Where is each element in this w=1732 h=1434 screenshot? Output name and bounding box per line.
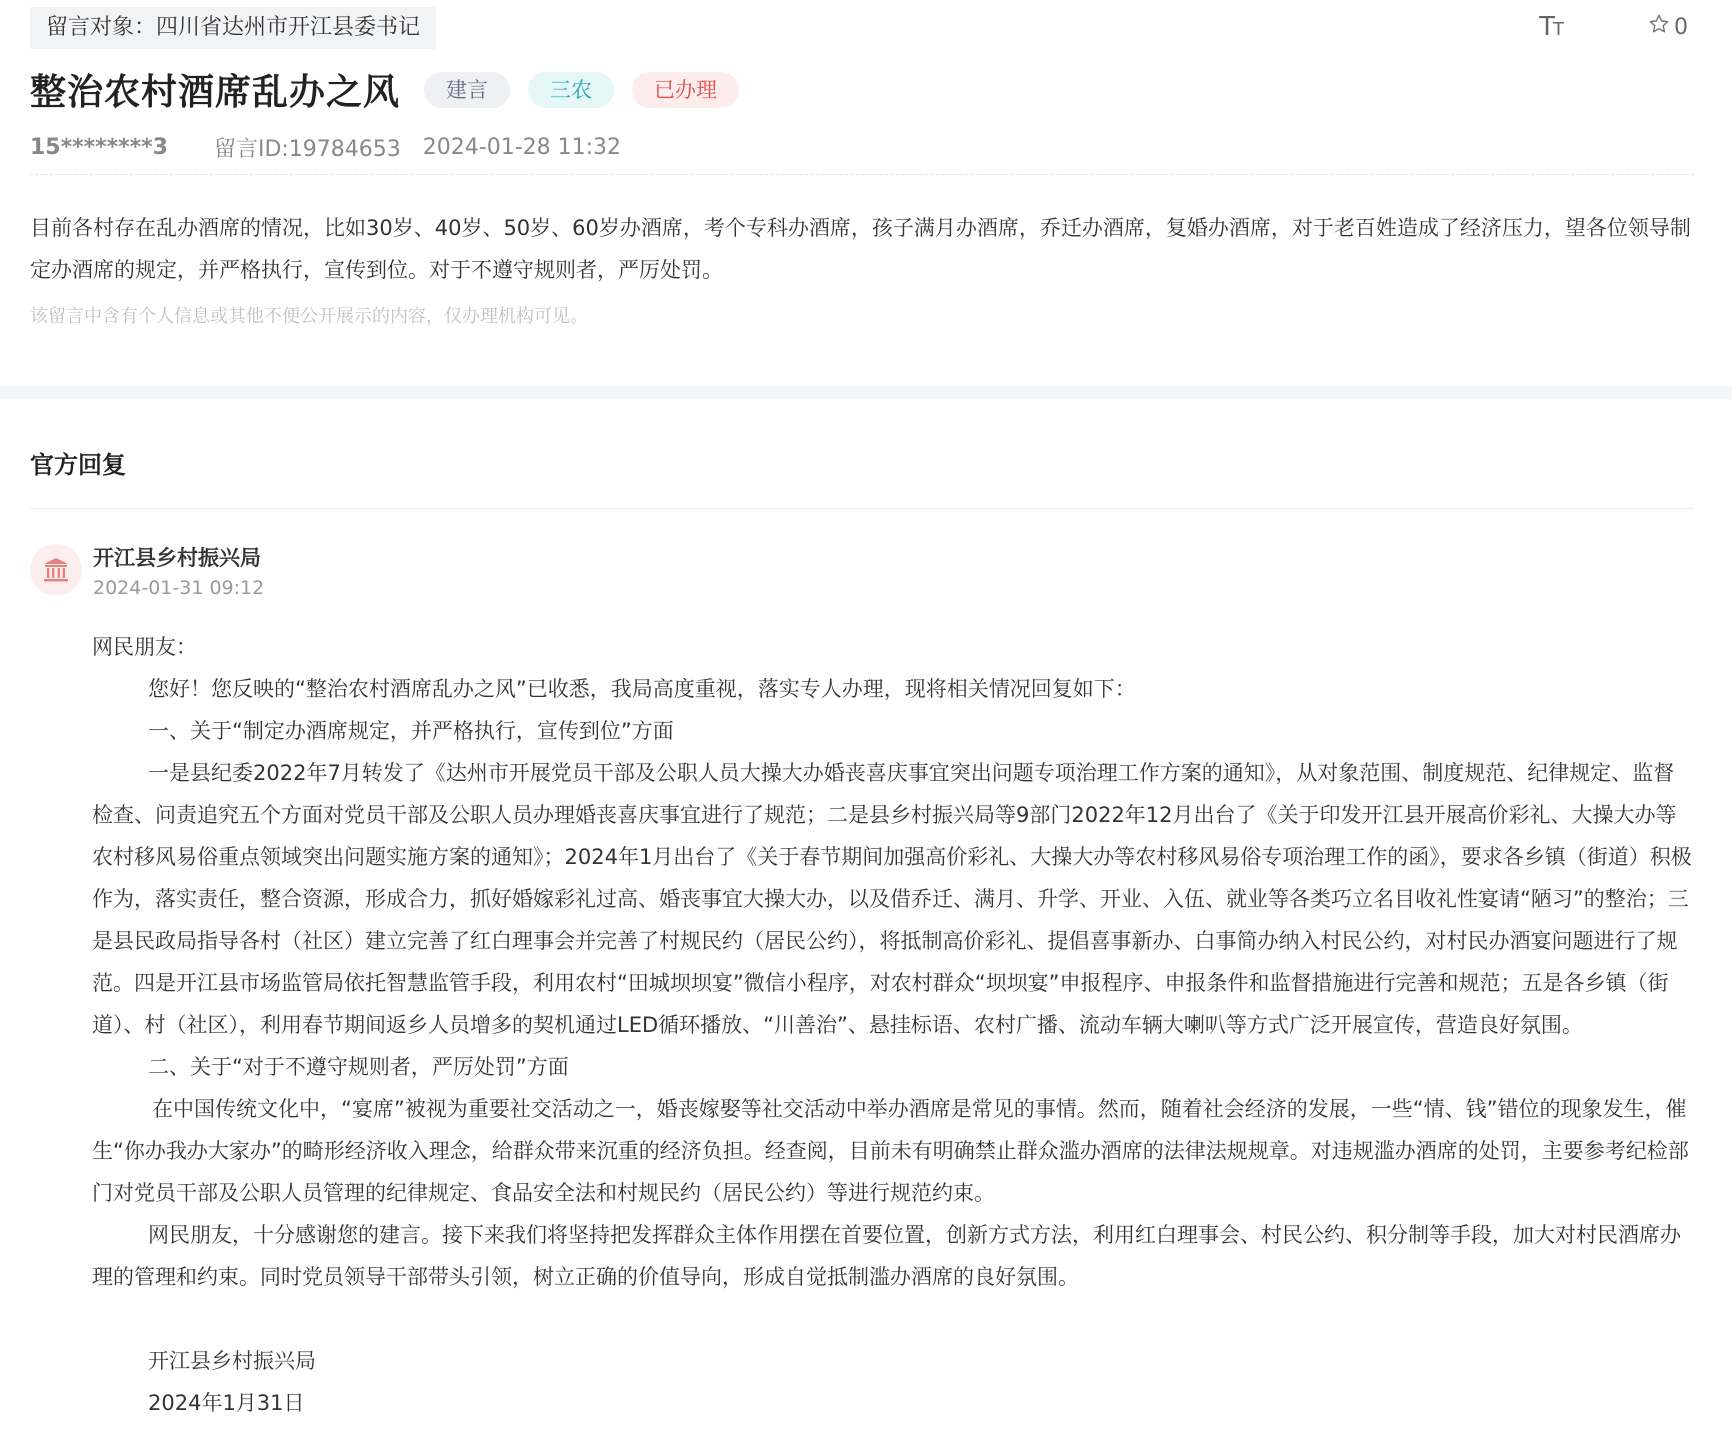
tag-status: 已办理 — [632, 72, 739, 108]
signature-date: 2024年1月31日 — [148, 1391, 305, 1415]
font-size-glyph-big: T — [1539, 12, 1553, 42]
reply-paragraph: 您好！您反映的“整治农村酒席乱办之风”已收悉，我局高度重视，落实专人办理，现将相关情况回复如下： — [148, 677, 1136, 701]
reply-divider — [30, 508, 1694, 509]
message-datetime: 2024-01-28 11:32 — [422, 135, 622, 160]
message-meta — [30, 132, 621, 163]
org-info — [93, 544, 264, 602]
reply-paragraph: 一是县纪委2022年7月转发了《达州市开展党员干部及公职人员大操大办婚丧喜庆事宜突出问题专项治理工作方案的通知》，从对象范围、制度规范、纪律规定、监督检查、问责追究五个方面对党员干部及公职人员办理婚丧喜庆事宜进行了规范；二是县乡村振兴局等9部门2022年12月出台了《关于印发开江县开展高价彩礼、大操大办等农村移风易俗重点领域突出问题实施方案的通知》；2024年1月出台了《关于春节期间加强高价彩礼、大操大办等农村移风易俗专项治理工作的函》，要求各乡镇（街道）积极作为，落实责任，整合资源，形成合力，抓好婚嫁彩礼过高、婚丧事宜大操大办，以及借乔迁、满月、升学、开业、入伍、就业等各类巧立名目收礼性宴请“陋习”的整治；三是县民政局指导各村（社区）建立完善了红白理事会并完善了村规民约（居民公约），将抵制高价彩礼、提倡喜事新办、白事简办纳入村民公约，对村民办酒宴问题进行了规范。四是开江县市场监管局依托智慧监管手段，利用农村“田城坝坝宴”微信小程序，对农村群众“坝坝宴”申报程序、申报条件和监督措施进行完善和规范；五是各乡镇（街道）、村（社区），利用春节期间返乡人员增多的契机通过LED循环播放、“川善治”、悬挂标语、农村广播、流动车辆大喇叭等方式广泛开展宣传，营造良好氛围。 — [92, 761, 1692, 1037]
meta-divider — [30, 174, 1694, 175]
font-size-glyph-small: T — [1553, 19, 1562, 40]
reply-org — [30, 544, 264, 602]
tag-category: 建言 — [424, 72, 510, 108]
signature-org: 开江县乡村振兴局 — [148, 1349, 316, 1373]
message-user: 15********3 — [30, 135, 168, 160]
reply-paragraph: 二、关于“对于不遵守规则者，严厉处罚”方面 — [148, 1055, 569, 1079]
favorite-button[interactable] — [1648, 13, 1688, 41]
message-id: 留言ID:19784653 — [213, 137, 401, 162]
toolbar — [1539, 12, 1688, 42]
reply-greeting: 网民朋友： — [92, 635, 197, 659]
reply-body — [92, 626, 1694, 1424]
reply-heading: 官方回复 — [30, 451, 126, 479]
signature-gap — [92, 1298, 1694, 1340]
reply-paragraph: 网民朋友，十分感谢您的建言。接下来我们将坚持把发挥群众主体作用摆在首要位置，创新方式方法，利用红白理事会、村民公约、积分制等手段，加大对村民酒席办理的管理和约束。同时党员领导干部带头引领，树立正确的价值导向，形成自觉抵制滥办酒席的良好氛围。 — [92, 1223, 1681, 1289]
org-time: 2024-01-31 09:12 — [93, 577, 265, 599]
title-row — [30, 64, 757, 115]
government-building-icon — [30, 544, 82, 596]
privacy-notice: 该留言中含有个人信息或其他不便公开展示的内容，仅办理机构可见。 — [30, 306, 588, 327]
message-target: 留言对象：四川省达州市开江县委书记 — [30, 7, 436, 49]
tag-topic: 三农 — [528, 72, 614, 108]
message-title: 整治农村酒席乱办之风 — [30, 72, 401, 113]
reply-paragraph: 在中国传统文化中，“宴席”被视为重要社交活动之一，婚丧嫁娶等社交活动中举办酒席是常见的事情。然而，随着社会经济的发展，一些“情、钱”错位的现象发生，催生“你办我办大家办”的畸形经济收入理念，给群众带来沉重的经济负担。经查阅，目前未有明确禁止群众滥办酒席的法律法规规章。对违规滥办酒席的处罚，主要参考纪检部门对党员干部及公职人员管理的纪律规定、食品安全法和村规民约（居民公约）等进行规范约束。 — [92, 1097, 1689, 1205]
font-size-icon[interactable] — [1539, 12, 1562, 42]
message-section — [0, 0, 1732, 387]
reply-paragraph: 一、关于“制定办酒席规定，并严格执行，宣传到位”方面 — [148, 719, 674, 743]
section-separator — [0, 386, 1732, 399]
star-outline-icon — [1648, 13, 1670, 41]
org-name: 开江县乡村振兴局 — [93, 546, 261, 570]
favorite-count: 0 — [1674, 14, 1688, 40]
message-content: 目前各村存在乱办酒席的情况，比如30岁、40岁、50岁、60岁办酒席，考个专科办酒席，孩子满月办酒席，乔迁办酒席，复婚办酒席，对于老百姓造成了经济压力，望各位领导制定办酒席的规定，并严格执行，宣传到位。对于不遵守规则者，严厉处罚。 — [30, 216, 1691, 282]
